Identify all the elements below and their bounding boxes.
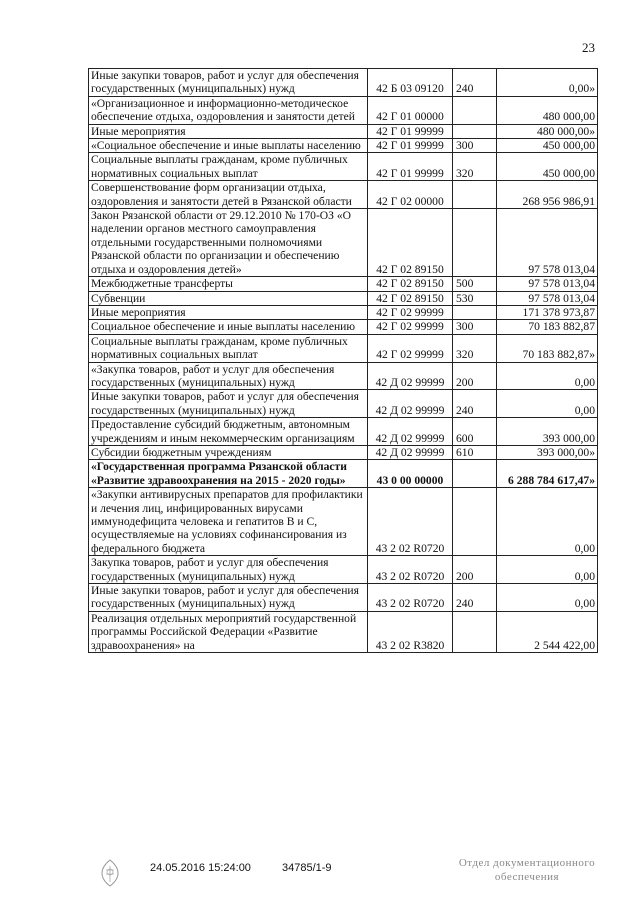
- table-row: [89, 334, 598, 362]
- row-amount-cell: 70 183 882,87: [497, 320, 598, 334]
- table-row: [89, 460, 598, 488]
- row-expense-type-cell: [453, 488, 497, 556]
- row-expense-type-cell: 240: [453, 584, 497, 612]
- row-code-cell: 42 Д 02 99999: [368, 390, 453, 418]
- row-expense-type-cell: 610: [453, 445, 497, 459]
- row-amount-cell: 393 000,00: [497, 418, 598, 446]
- stamp-line-2: обеспечения: [494, 871, 560, 883]
- table-row: [89, 291, 598, 305]
- row-code-cell: 42 Г 01 99999: [368, 153, 453, 181]
- row-code-cell: 42 Г 01 99999: [368, 124, 453, 138]
- footer-date: 24.05.2016 15:24:00: [150, 862, 251, 874]
- row-amount-cell: 97 578 013,04: [497, 209, 598, 277]
- row-amount-cell: 2 544 422,00: [497, 611, 598, 652]
- row-amount-cell: 480 000,00: [497, 96, 598, 124]
- row-code-cell: 42 Г 02 89150: [368, 209, 453, 277]
- row-expense-type-cell: 600: [453, 418, 497, 446]
- row-expense-type-cell: 500: [453, 277, 497, 291]
- table-row: [89, 320, 598, 334]
- row-code-cell: 42 Г 02 99999: [368, 305, 453, 319]
- row-expense-type-cell: [453, 96, 497, 124]
- row-name-cell: Закон Рязанской области от 29.12.2010 № 170-ОЗ «О наделении органов местного самоуправления отдельными государственными полномочиями Рязанской области по организации и обеспечению отдыха и оздоровления детей»: [89, 209, 368, 277]
- row-expense-type-cell: [453, 460, 497, 488]
- row-amount-cell: 268 956 986,91: [497, 181, 598, 209]
- table-row: [89, 488, 598, 556]
- row-name-cell: Реализация отдельных мероприятий государственной программы Российской Федерации «Развитие здравоохранения» на: [89, 611, 368, 652]
- row-amount-cell: 97 578 013,04: [497, 277, 598, 291]
- row-name-cell: Иные закупки товаров, работ и услуг для обеспечения государственных (муниципальных) нужд: [89, 584, 368, 612]
- row-name-cell: Предоставление субсидий бюджетным, автономным учреждениям и иным некоммерческим организациям: [89, 418, 368, 446]
- row-expense-type-cell: [453, 305, 497, 319]
- row-name-cell: «Закупки антивирусных препаратов для профилактики и лечения лиц, инфицированных вирусами иммунодефицита человека и гепатитов В и С, осуществляемые на условиях софинансирования из федерального бюджета: [89, 488, 368, 556]
- row-amount-cell: 70 183 882,87»: [497, 334, 598, 362]
- row-name-cell: Иные закупки товаров, работ и услуг для обеспечения государственных (муниципальных) нужд: [89, 390, 368, 418]
- table-row: [89, 305, 598, 319]
- table-row: [89, 418, 598, 446]
- row-amount-cell: 171 378 973,87: [497, 305, 598, 319]
- row-name-cell: Межбюджетные трансферты: [89, 277, 368, 291]
- row-amount-cell: 0,00: [497, 584, 598, 612]
- table-row: [89, 124, 598, 138]
- row-expense-type-cell: 200: [453, 362, 497, 390]
- table-row: [89, 153, 598, 181]
- row-code-cell: 42 Г 02 89150: [368, 277, 453, 291]
- row-code-cell: 42 Д 02 99999: [368, 362, 453, 390]
- row-name-cell: Иные мероприятия: [89, 124, 368, 138]
- row-name-cell: Социальные выплаты гражданам, кроме публичных нормативных социальных выплат: [89, 334, 368, 362]
- row-code-cell: 43 2 02 R0720: [368, 556, 453, 584]
- row-code-cell: 42 Г 02 99999: [368, 334, 453, 362]
- row-expense-type-cell: [453, 181, 497, 209]
- row-amount-cell: 0,00: [497, 556, 598, 584]
- table-row: [89, 139, 598, 153]
- row-name-cell: Субвенции: [89, 291, 368, 305]
- row-expense-type-cell: [453, 611, 497, 652]
- table-row: [89, 362, 598, 390]
- row-expense-type-cell: [453, 124, 497, 138]
- row-amount-cell: 393 000,00»: [497, 445, 598, 459]
- row-code-cell: 42 Б 03 09120: [368, 69, 453, 97]
- stamp-line-1: Отдел документационного: [458, 857, 596, 869]
- row-code-cell: 42 Г 02 00000: [368, 181, 453, 209]
- row-name-cell: Социальное обеспечение и иные выплаты населению: [89, 320, 368, 334]
- table-row: [89, 611, 598, 652]
- page-number: 23: [582, 40, 595, 55]
- table-row: [89, 181, 598, 209]
- row-amount-cell: 0,00»: [497, 69, 598, 97]
- coat-of-arms-logo: [96, 858, 124, 888]
- footer-document-number: 34785/1-9: [282, 862, 332, 874]
- row-code-cell: 42 Д 02 99999: [368, 445, 453, 459]
- row-name-cell: Закупка товаров, работ и услуг для обеспечения государственных (муниципальных) нужд: [89, 556, 368, 584]
- row-expense-type-cell: 320: [453, 153, 497, 181]
- page-footer: [0, 856, 640, 896]
- row-expense-type-cell: 240: [453, 390, 497, 418]
- row-code-cell: 42 Г 01 00000: [368, 96, 453, 124]
- table-row: [89, 277, 598, 291]
- table-row: [89, 556, 598, 584]
- row-code-cell: 43 2 02 R3820: [368, 611, 453, 652]
- row-name-cell: «Закупка товаров, работ и услуг для обеспечения государственных (муниципальных) нужд: [89, 362, 368, 390]
- row-expense-type-cell: 300: [453, 139, 497, 153]
- row-name-cell: «Организационное и информационно-методическое обеспечение отдыха, оздоровления и занятости детей: [89, 96, 368, 124]
- table-row: [89, 209, 598, 277]
- row-name-cell: Социальные выплаты гражданам, кроме публичных нормативных социальных выплат: [89, 153, 368, 181]
- row-amount-cell: 0,00: [497, 390, 598, 418]
- row-name-cell: Иные мероприятия: [89, 305, 368, 319]
- row-amount-cell: 6 288 784 617,47»: [497, 460, 598, 488]
- row-code-cell: 42 Д 02 99999: [368, 418, 453, 446]
- table-row: [89, 584, 598, 612]
- row-code-cell: 43 2 02 R0720: [368, 488, 453, 556]
- row-name-cell: «Государственная программа Рязанской области «Развитие здравоохранения на 2015 - 2020 годы»: [89, 460, 368, 488]
- row-amount-cell: 450 000,00: [497, 153, 598, 181]
- row-code-cell: 42 Г 02 99999: [368, 320, 453, 334]
- row-code-cell: 43 2 02 R0720: [368, 584, 453, 612]
- row-expense-type-cell: 240: [453, 69, 497, 97]
- row-code-cell: 42 Г 02 89150: [368, 291, 453, 305]
- row-name-cell: Иные закупки товаров, работ и услуг для обеспечения государственных (муниципальных) нужд: [89, 69, 368, 97]
- row-amount-cell: 450 000,00: [497, 139, 598, 153]
- row-expense-type-cell: 530: [453, 291, 497, 305]
- row-name-cell: «Социальное обеспечение и иные выплаты населению: [89, 139, 368, 153]
- row-name-cell: Совершенствование форм организации отдыха, оздоровления и занятости детей в Рязанской области: [89, 181, 368, 209]
- table-row: [89, 445, 598, 459]
- table-row: [89, 390, 598, 418]
- row-code-cell: 42 Г 01 99999: [368, 139, 453, 153]
- row-name-cell: Субсидии бюджетным учреждениям: [89, 445, 368, 459]
- budget-table: [88, 68, 598, 653]
- row-amount-cell: 0,00: [497, 362, 598, 390]
- row-expense-type-cell: 300: [453, 320, 497, 334]
- row-amount-cell: 0,00: [497, 488, 598, 556]
- row-amount-cell: 97 578 013,04: [497, 291, 598, 305]
- row-amount-cell: 480 000,00»: [497, 124, 598, 138]
- row-expense-type-cell: 320: [453, 334, 497, 362]
- row-code-cell: 43 0 00 00000: [368, 460, 453, 488]
- row-expense-type-cell: 200: [453, 556, 497, 584]
- department-stamp: [452, 856, 602, 884]
- table-row: [89, 96, 598, 124]
- row-expense-type-cell: [453, 209, 497, 277]
- table-row: [89, 69, 598, 97]
